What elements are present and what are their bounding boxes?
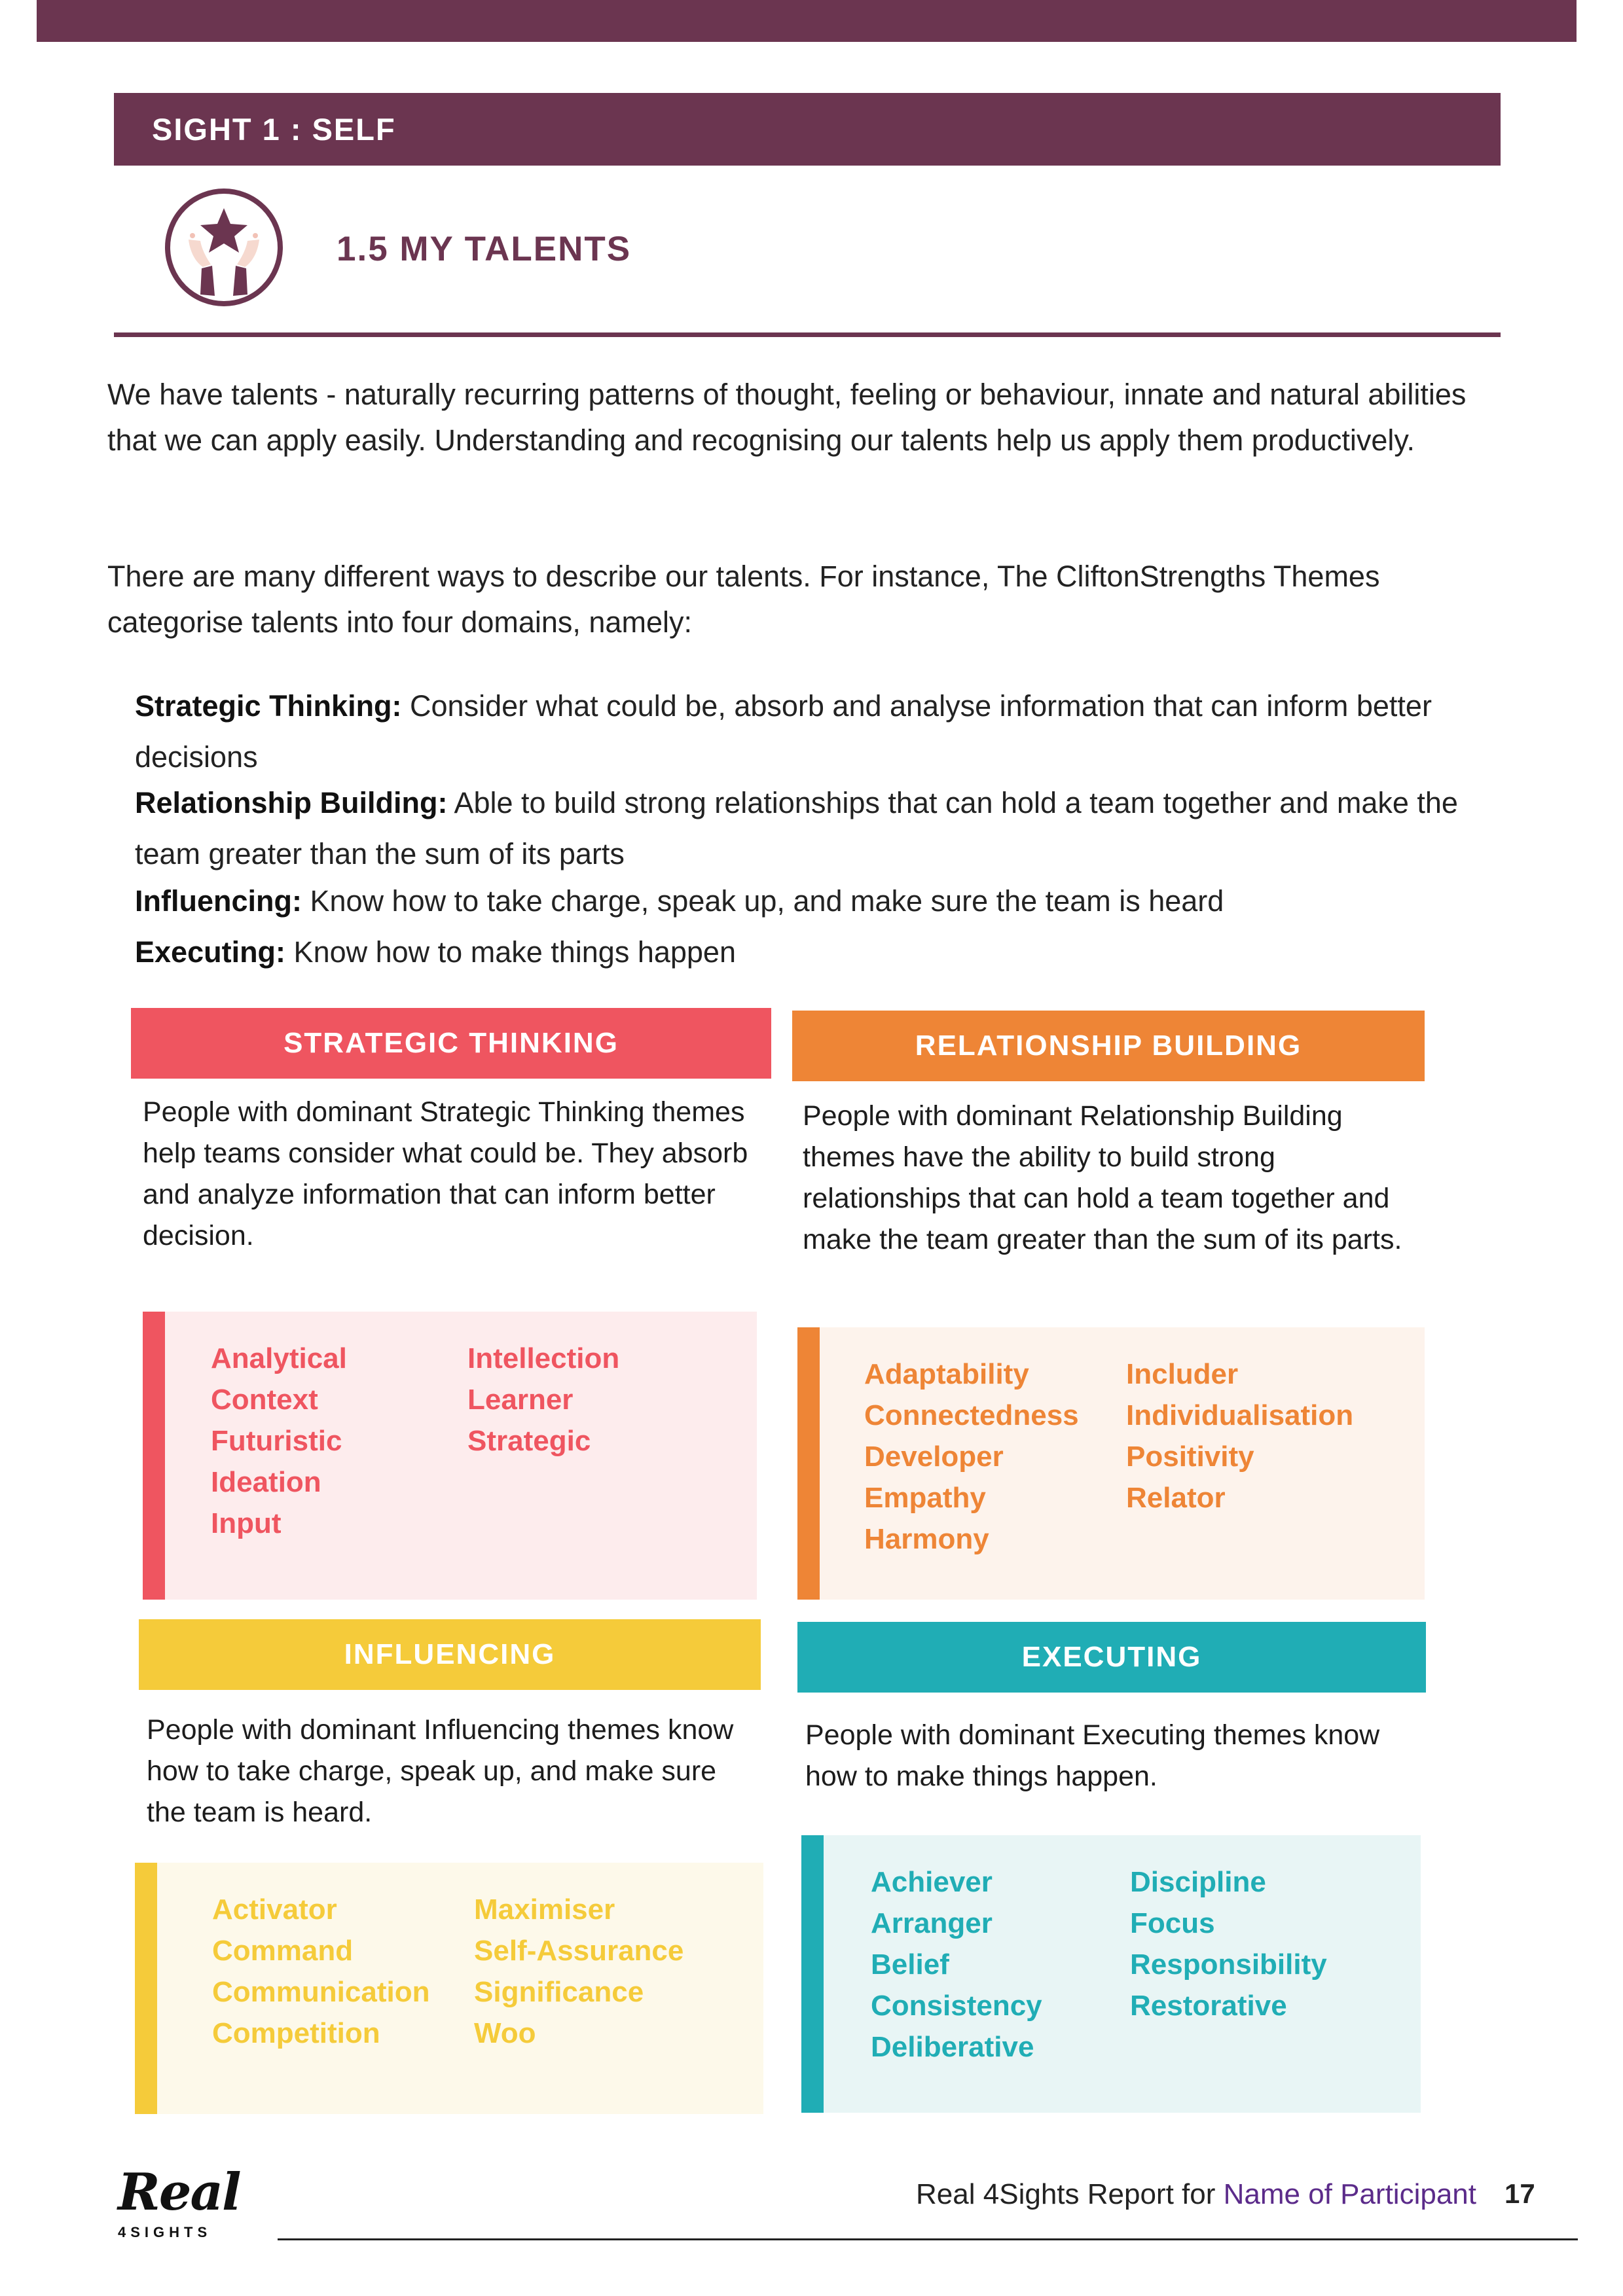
accent-bar bbox=[797, 1327, 820, 1600]
domain-text: Able to build strong relationships that can hold a team together and make the team greater than the sum of its parts bbox=[135, 786, 1458, 870]
section-label: SIGHT 1 : SELF bbox=[152, 112, 396, 147]
page-number: 17 bbox=[1504, 2178, 1535, 2209]
domain-term: Influencing: bbox=[135, 884, 302, 918]
section-heading: 1.5 MY TALENTS bbox=[337, 230, 632, 268]
theme-item: Includer bbox=[1126, 1358, 1239, 1390]
theme-item: Belief bbox=[871, 1948, 949, 1981]
domain-term: Executing: bbox=[135, 935, 286, 969]
domain-def-strategic bbox=[135, 681, 1516, 783]
logo-subtitle: 4SIGHTS bbox=[118, 2224, 212, 2240]
star-hands-icon bbox=[162, 186, 285, 309]
theme-item: Input bbox=[211, 1507, 282, 1539]
theme-item: Empathy bbox=[864, 1482, 986, 1514]
influencing-themes bbox=[135, 1863, 763, 2114]
themes-column-1 bbox=[871, 1861, 1042, 2068]
strategic-thinking-header bbox=[131, 1008, 771, 1079]
theme-item: Intellection bbox=[467, 1342, 620, 1374]
theme-item: Woo bbox=[474, 2017, 536, 2049]
accent-bar bbox=[801, 1835, 824, 2113]
theme-item: Positivity bbox=[1126, 1441, 1254, 1473]
report-prefix: Real 4Sights Report for bbox=[916, 2178, 1224, 2210]
theme-item: Maximiser bbox=[474, 1893, 615, 1926]
domain-def-executing bbox=[135, 927, 1516, 978]
card-title: RELATIONSHIP BUILDING bbox=[915, 1030, 1302, 1062]
theme-item: Harmony bbox=[864, 1523, 989, 1555]
theme-item: Self-Assurance bbox=[474, 1935, 684, 1967]
executing-header bbox=[797, 1622, 1426, 1693]
strategic-thinking-themes bbox=[143, 1312, 757, 1600]
themes-column-1 bbox=[864, 1354, 1079, 1560]
real-4sights-logo bbox=[118, 2162, 240, 2241]
theme-item: Futuristic bbox=[211, 1425, 342, 1457]
theme-item: Restorative bbox=[1130, 1990, 1287, 2022]
theme-item: Context bbox=[211, 1384, 318, 1416]
relationship-building-themes bbox=[797, 1327, 1425, 1600]
card-title: INFLUENCING bbox=[344, 1638, 556, 1670]
theme-item: Consistency bbox=[871, 1990, 1042, 2022]
logo-word: Real bbox=[118, 2162, 240, 2222]
footer-report-line bbox=[916, 2178, 1476, 2211]
theme-item: Arranger bbox=[871, 1907, 993, 1939]
accent-bar bbox=[135, 1863, 157, 2114]
domain-text: Know how to make things happen bbox=[285, 935, 736, 969]
top-band bbox=[37, 0, 1577, 42]
theme-item: Activator bbox=[212, 1893, 337, 1926]
themes-column-2 bbox=[1130, 1861, 1327, 2026]
theme-item: Achiever bbox=[871, 1866, 993, 1898]
theme-item: Deliberative bbox=[871, 2031, 1034, 2063]
theme-item: Individualisation bbox=[1126, 1399, 1354, 1431]
theme-item: Ideation bbox=[211, 1466, 321, 1498]
domain-def-relationship bbox=[135, 778, 1516, 880]
theme-item: Focus bbox=[1130, 1907, 1215, 1939]
heading-divider bbox=[114, 332, 1501, 337]
domain-term: Relationship Building: bbox=[135, 786, 448, 819]
theme-item: Strategic bbox=[467, 1425, 591, 1457]
section-bar bbox=[114, 93, 1501, 166]
influencing-description: People with dominant Influencing themes know how to take charge, speak up, and make sure the team is heard. bbox=[147, 1714, 734, 1828]
theme-item: Competition bbox=[212, 2017, 380, 2049]
relationship-building-description: People with dominant Relationship Building themes have the ability to build strong relationships that can hold a team together and make the team greater than the sum of its parts. bbox=[803, 1100, 1402, 1255]
theme-item: Developer bbox=[864, 1441, 1004, 1473]
theme-item: Significance bbox=[474, 1976, 644, 2008]
theme-item: Discipline bbox=[1130, 1866, 1266, 1898]
intro-paragraph-1: We have talents - naturally recurring patterns of thought, feeling or behaviour, innate and natural abilities that we can apply easily. Understanding and recognising our talents help us apply them productively. bbox=[107, 378, 1467, 457]
intro-paragraph-2: There are many different ways to describe our talents. For instance, The CliftonStrengths Themes categorise talents into four domains, namely: bbox=[107, 560, 1380, 639]
themes-column-2 bbox=[1126, 1354, 1353, 1518]
theme-item: Communication bbox=[212, 1976, 430, 2008]
influencing-header bbox=[139, 1619, 761, 1690]
executing-themes bbox=[801, 1835, 1421, 2113]
relationship-building-header bbox=[792, 1011, 1425, 1081]
theme-item: Adaptability bbox=[864, 1358, 1029, 1390]
domain-text: Know how to take charge, speak up, and make sure the team is heard bbox=[301, 884, 1224, 918]
theme-item: Responsibility bbox=[1130, 1948, 1327, 1981]
themes-column-1 bbox=[212, 1889, 429, 2054]
footer-divider bbox=[278, 2238, 1578, 2240]
domain-term: Strategic Thinking: bbox=[135, 689, 402, 723]
theme-item: Command bbox=[212, 1935, 354, 1967]
themes-column-2 bbox=[467, 1338, 619, 1462]
card-title: STRATEGIC THINKING bbox=[283, 1027, 619, 1059]
theme-item: Relator bbox=[1126, 1482, 1226, 1514]
participant-name: Name of Participant bbox=[1223, 2178, 1476, 2210]
theme-item: Connectedness bbox=[864, 1399, 1079, 1431]
theme-item: Learner bbox=[467, 1384, 574, 1416]
strategic-thinking-description: People with dominant Strategic Thinking themes help teams consider what could be. They absorb and analyze information that can inform better decision. bbox=[143, 1096, 748, 1251]
domain-def-influencing bbox=[135, 876, 1516, 927]
domain-text: Consider what could be, absorb and analyse information that can inform better decisions bbox=[135, 689, 1432, 774]
card-title: EXECUTING bbox=[1021, 1641, 1202, 1673]
theme-item: Analytical bbox=[211, 1342, 347, 1374]
themes-column-1 bbox=[211, 1338, 347, 1544]
executing-description: People with dominant Executing themes know how to make things happen. bbox=[805, 1719, 1380, 1792]
themes-column-2 bbox=[474, 1889, 684, 2054]
accent-bar bbox=[143, 1312, 165, 1600]
